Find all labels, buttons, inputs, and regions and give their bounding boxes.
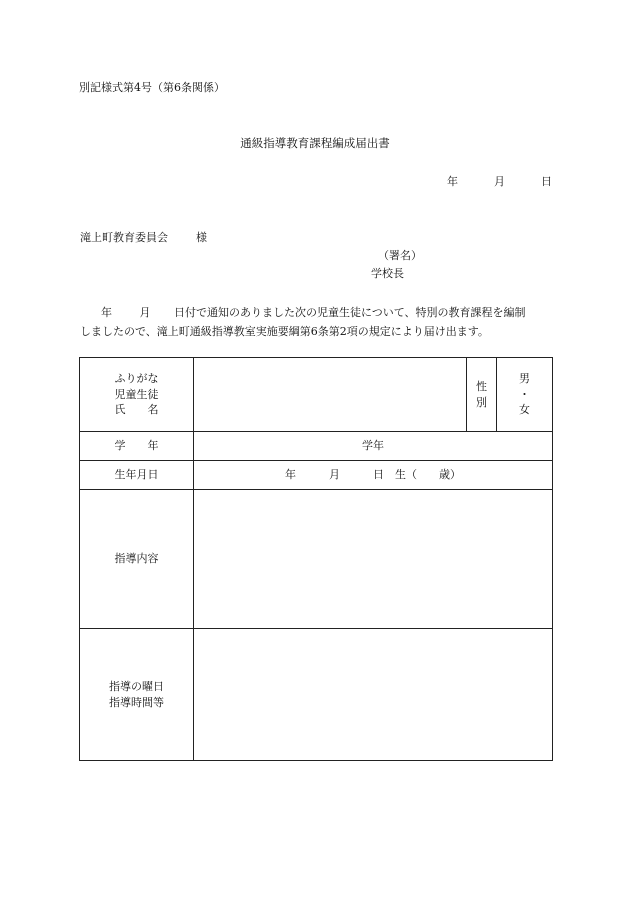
gender-separator: ・ [519,387,530,401]
gender-choice-cell[interactable] [497,358,553,432]
date-month-label: 月 [494,175,505,188]
gender-label-2: 別 [476,395,487,409]
document-title: 通級指導教育課程編成届出書 [240,136,390,150]
grade-label: 学 年 [80,432,194,461]
student-name-label-cell [80,358,194,432]
notification-form-table [79,357,553,761]
guidance-content-label: 指導内容 [80,490,194,629]
furigana-label: ふりがな [114,371,159,385]
grade-field[interactable]: 学年 [194,432,553,461]
gender-label-cell [467,358,497,432]
row-guidance-content [80,490,553,629]
birthdate-field[interactable]: 年 月 日 生（ 歳） [194,461,553,490]
addressee-honorific: 様 [196,231,207,244]
name-label: 氏 名 [114,403,159,417]
gender-male-option[interactable]: 男 [519,371,530,385]
schedule-label-1: 指導の曜日 [109,679,164,693]
addressee-name: 滝上町教育委員会 [80,231,168,244]
student-label: 児童生徒 [114,387,159,401]
body-month: 月 [139,306,151,319]
body-line-1 [80,306,526,319]
birthdate-label: 生年月日 [80,461,194,490]
date-day-label: 日 [541,175,552,188]
row-guidance-schedule [80,629,553,761]
body-line-2: しましたので、滝上町通級指導教室実施要綱第6条第2項の規定により届け出ます。 [80,325,489,338]
gender-female-option[interactable]: 女 [519,403,530,417]
row-student-name [80,358,553,432]
gender-label-1: 性 [476,379,487,393]
form-number-label: 別記様式第4号（第6条関係） [79,81,225,94]
schedule-label-2: 指導時間等 [109,695,164,709]
principal-label: 学校長 [371,267,404,280]
row-grade [80,432,553,461]
signature-note: （署名） [378,249,422,262]
guidance-schedule-field[interactable] [194,629,553,761]
row-birthdate [80,461,553,490]
body-text-1: 日付で通知のありました次の児童生徒について、特別の教育課程を編制 [174,306,526,319]
guidance-schedule-label-cell [80,629,194,761]
date-year-label: 年 [447,175,458,188]
body-year: 年 [101,306,112,319]
guidance-content-field[interactable] [194,490,553,629]
student-name-field[interactable] [194,358,467,432]
